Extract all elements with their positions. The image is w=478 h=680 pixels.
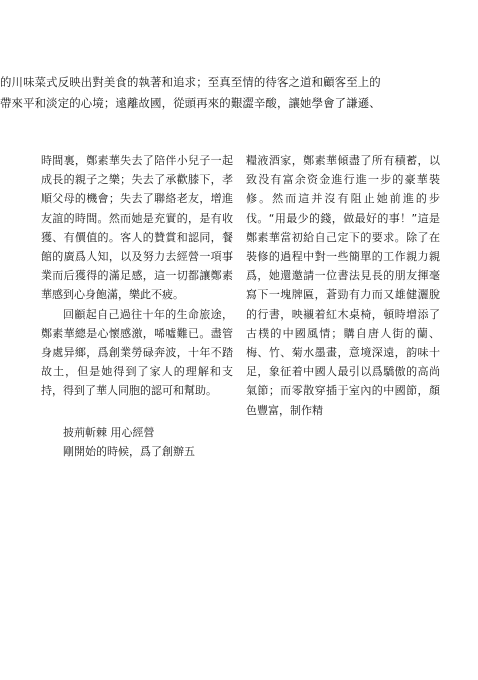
paragraph-ten-year-journey: 回顧起自己過往十年的生命旅途，鄭素華總是心懷感激，唏噓難已。盡管身處异鄉，爲創業勞碌奔波，十年不踏故土，但是她得到了家人的理解和支持，得到了華人同胞的認可和幫助。 xyxy=(41,307,233,398)
paragraph-opening-start: 剛開始的時候，爲了創辦五 xyxy=(63,444,195,458)
right-text-column xyxy=(246,151,440,420)
paragraph-renovation-decor: 糧液酒家，鄭素華傾盡了所有積蓄，以致没有富余资金進行進一步的豪華裝修。然而這并沒有阻止她前進的步伐。“用最少的錢，做最好的事！”這是鄭素華當初給自己定下的要求。除了在裝修的過程中對一些簡單的工作親力親爲，她還邀請一位書法見長的朋友揮毫寫下一塊牌匾，蒼勁有力而又雄健灑脫的行書，映襯着紅木桌椅，頓時增添了古樸的中國風情；購自唐人街的蘭、梅、竹、菊水墨畫，意境深遠，韵味十足，象征着中國人最引以爲驕傲的高尚氣節；而零散穿插于室內的中國節，顏色豐富，制作精 xyxy=(246,154,440,417)
left-text-column xyxy=(41,151,233,461)
section-heading: 披荊斬棘 用心經營 xyxy=(63,425,155,439)
continued-text-line-1: 的川味菜式反映出對美食的執著和追求；至真至情的待客之道和顧客至上的 xyxy=(0,75,381,89)
continued-text-line-2: 帶來平和淡定的心境；遠離故國，從頭再來的艱澀辛酸，讓她學會了謙遜、 xyxy=(0,96,381,110)
paragraph-restaurant-sacrifices: 時間裏，鄭素華失去了陪伴小兒子一起成長的親子之樂；失去了承歡膝下，孝順父母的機會；失去了聯絡老友，增進友誼的時間。然而她是充實的，是有收獲、有價值的。客人的贊賞和認同，餐館的廣爲人知，以及努力去經營一項事業而后獲得的滿足感，這一切都讓鄭素華感到心身飽滿，樂此不疲。 xyxy=(41,154,233,302)
